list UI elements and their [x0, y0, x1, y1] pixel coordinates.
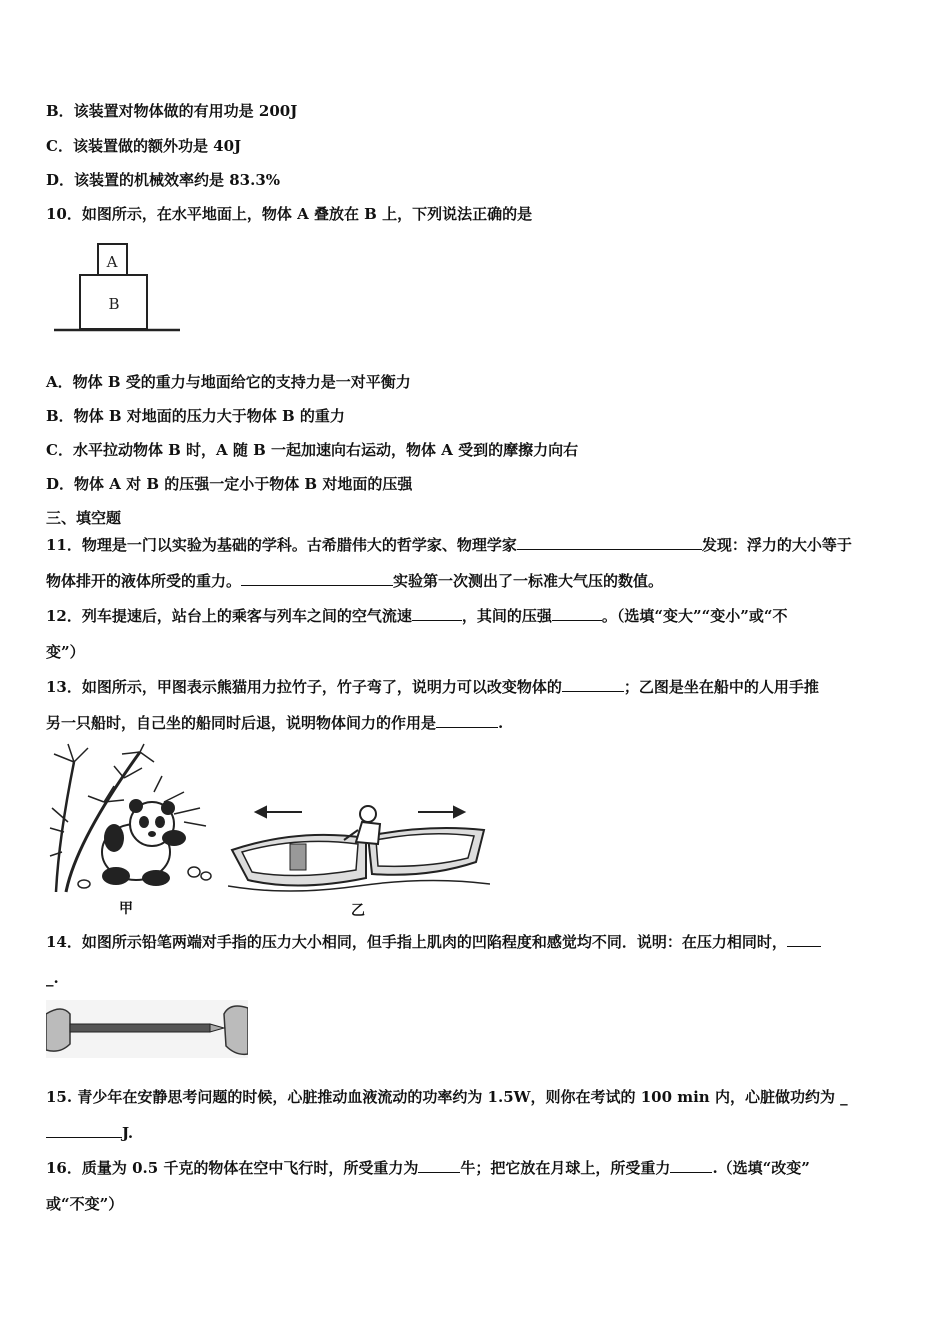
- left-finger: [46, 1009, 70, 1051]
- caption-jia: 甲: [119, 901, 133, 917]
- q11-blank1[interactable]: [517, 535, 702, 550]
- section-title: 三、填空题: [46, 509, 122, 527]
- q16-text3: .（选填“改变”: [712, 1159, 810, 1177]
- q16-text1: 16．质量为 0.5 千克的物体在空中飞行时，所受重力为: [46, 1159, 419, 1177]
- block-b-label: B: [108, 295, 120, 313]
- q12-text3: 。（选填“变大”“变小”或“不: [601, 607, 788, 625]
- q13-line2: [46, 713, 503, 733]
- q16-blank1[interactable]: [418, 1158, 460, 1173]
- q13-text4: .: [498, 714, 504, 732]
- panda-bamboo-figure: [44, 742, 219, 897]
- q16-text2: 牛；把它放在月球上，所受重力: [460, 1159, 671, 1177]
- panda: [102, 799, 186, 886]
- q13-text3: 另一只船时，自己坐的船同时后退，说明物体间力的作用是: [46, 714, 437, 732]
- q10-stacked-blocks-figure: [50, 240, 185, 335]
- q10-stem: 10．如图所示，在水平地面上，物体 A 叠放在 B 上，下列说法正确的是: [46, 205, 533, 223]
- q12-line2: 变”）: [46, 643, 85, 661]
- q13-blank1[interactable]: [562, 677, 624, 692]
- q13-line1: [46, 677, 819, 697]
- q12-line1: [46, 606, 788, 626]
- q11-text2: 发现：浮力的大小等于: [701, 536, 852, 554]
- block-a-label: A: [106, 253, 118, 271]
- pencil-fingers-figure: [46, 1000, 248, 1058]
- q16-blank2[interactable]: [670, 1158, 712, 1173]
- q15-blank[interactable]: [46, 1123, 122, 1138]
- q13-text1: 13．如图所示，甲图表示熊猫用力拉竹子，竹子弯了，说明力可以改变物体的: [46, 678, 562, 696]
- q11-text1: 11．物理是一门以实验为基础的学科。古希腊伟大的哲学家、物理学家: [46, 536, 517, 554]
- q11-text4: 实验第一次测出了一标准大气压的数值。: [393, 572, 664, 590]
- q13-blank2[interactable]: [436, 713, 498, 728]
- q9-option-b: B．该装置对物体做的有用功是 200J: [46, 102, 298, 120]
- q12-blank2[interactable]: [552, 606, 602, 621]
- q16-line1: [46, 1158, 810, 1178]
- q9-option-d: D．该装置的机械效率约是 83.3%: [46, 171, 281, 189]
- q14-blank[interactable]: [787, 932, 821, 947]
- q13-text2: ；乙图是坐在船中的人用手推: [623, 678, 819, 696]
- q12-blank1[interactable]: [412, 606, 462, 621]
- q14-line1: [46, 932, 821, 952]
- q11-blank2[interactable]: [241, 571, 393, 586]
- q11-text3: 物体排开的液体所受的重力。: [46, 572, 242, 590]
- q15-text2: J.: [122, 1124, 134, 1142]
- q16-line2: 或“不变”）: [46, 1195, 124, 1213]
- pencil-body: [70, 1024, 210, 1032]
- q10-option-c: C．水平拉动物体 B 时，A 随 B 一起加速向右运动，物体 A 受到的摩擦力向右: [46, 441, 579, 459]
- right-finger: [224, 1006, 248, 1054]
- q14-text1: 14．如图所示铅笔两端对手指的压力大小相同，但手指上肌肉的凹陷程度和感觉均不同．说明：在压力相同时，: [46, 933, 787, 951]
- q10-option-a: A．物体 B 受的重力与地面给它的支持力是一对平衡力: [46, 373, 411, 391]
- q10-option-d: D．物体 A 对 B 的压强一定小于物体 B 对地面的压强: [46, 475, 413, 493]
- q11-line1: [46, 535, 852, 555]
- q15-line2: [46, 1123, 133, 1143]
- q14-line2: _.: [46, 969, 59, 987]
- q15-line1: 15. 青少年在安静思考问题的时候，心脏推动血液流动的功率约为 1.5W，则你在考试的 100 min 内，心脏做功约为 _: [46, 1088, 848, 1106]
- q11-line2: [46, 571, 663, 591]
- caption-yi: 乙: [351, 903, 365, 919]
- q9-option-c: C．该装置做的额外功是 40J: [46, 137, 242, 155]
- boats-figure: [228, 800, 490, 898]
- q12-text1: 12．列车提速后，站台上的乘客与列车之间的空气流速: [46, 607, 412, 625]
- q12-text2: ，其间的压强: [461, 607, 552, 625]
- q10-option-b: B．物体 B 对地面的压力大于物体 B 的重力: [46, 407, 345, 425]
